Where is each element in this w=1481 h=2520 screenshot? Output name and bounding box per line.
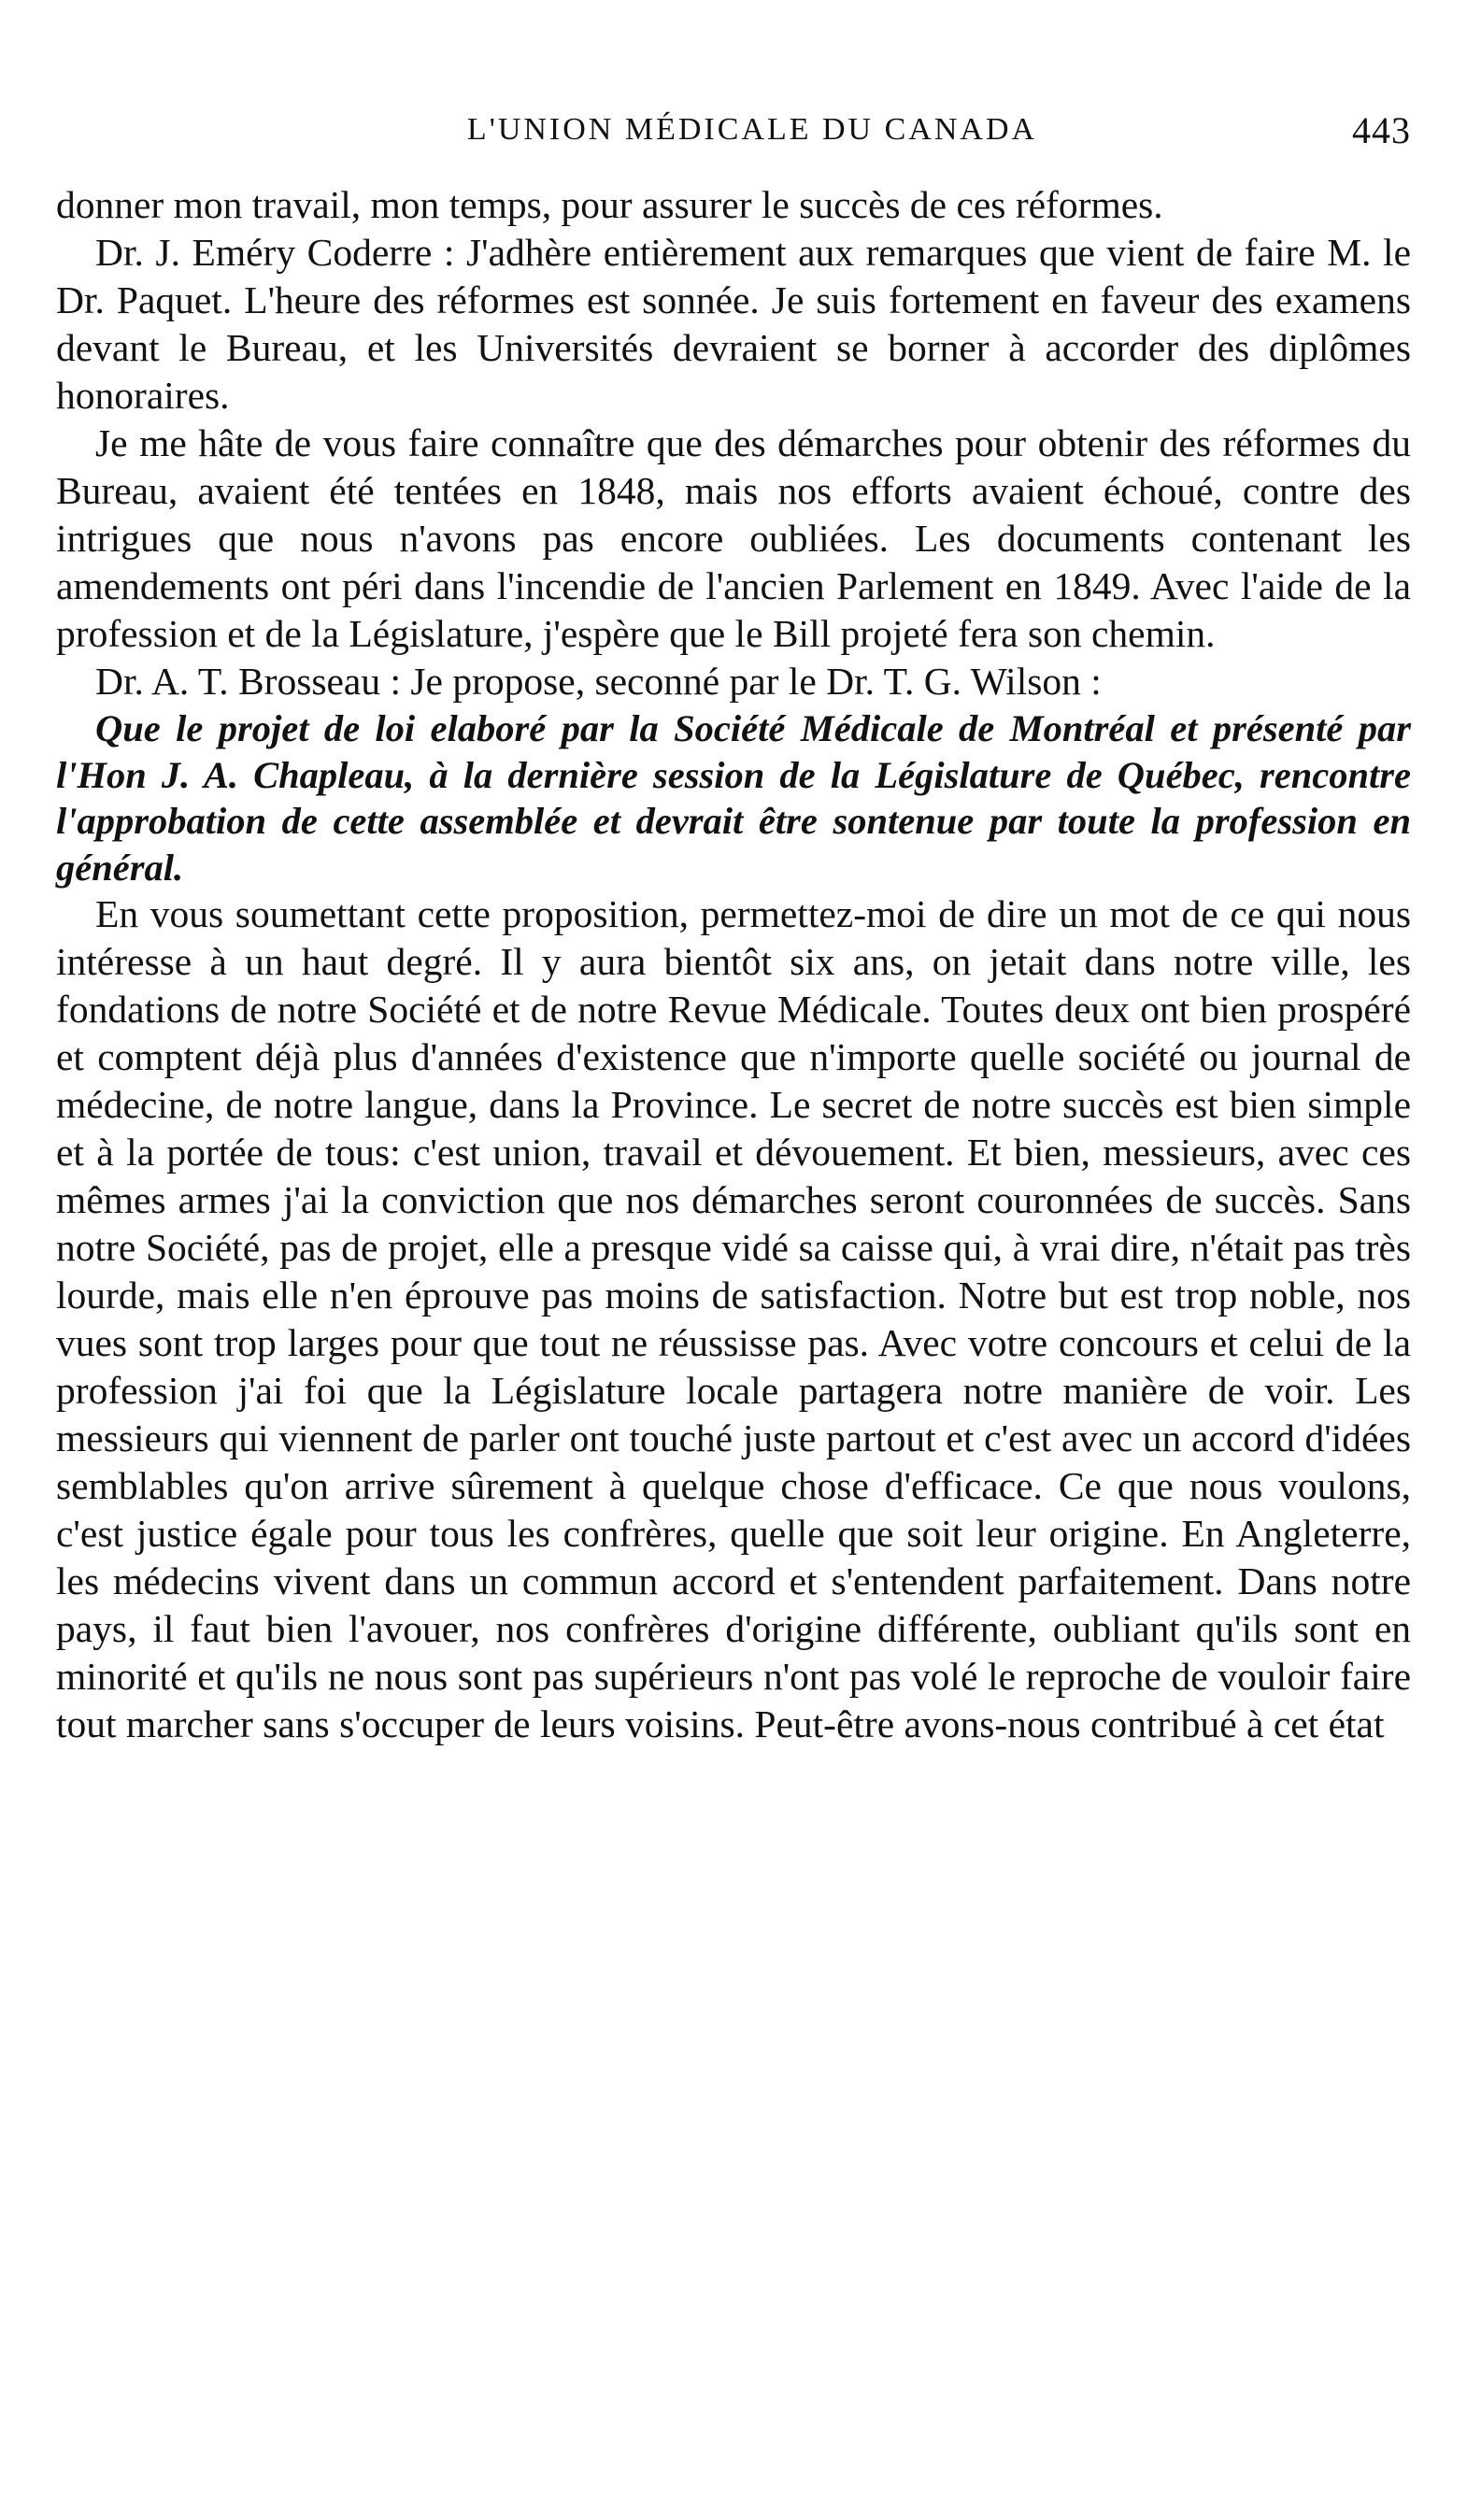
paragraph-resolution bbox=[56, 705, 1411, 890]
paragraph-brosseau bbox=[56, 658, 1411, 705]
speaker-name: Dr. J. Eméry Coderre : bbox=[95, 231, 455, 274]
paragraph-continuation bbox=[56, 181, 1411, 229]
paragraph-text: donner mon travail, mon temps, pour assurer le succès de ces réformes. bbox=[56, 183, 1163, 226]
page bbox=[56, 109, 1411, 1748]
speaker-name: Dr. A. T. Brosseau : bbox=[95, 660, 401, 703]
running-title: L'UNION MÉDICALE DU CANADA bbox=[466, 112, 1038, 147]
paragraph-text: Je me hâte de vous faire connaître que des démarches pour obtenir des réformes du Bureau, avaient été tentées en 1848, mais nos efforts avaient échoué, contre des intrigues que nous n'avons pas encore oubliées. Les documents contenant les amendements ont péri dans l'incendie de l'ancien Parlement en 1849. Avec l'aide de la profession et de la Législature, j'espère que le Bill projeté fera son chemin. bbox=[56, 421, 1411, 655]
paragraph-text: Je propose, seconné par le Dr. T. G. Wilson : bbox=[410, 660, 1102, 703]
body-text bbox=[56, 181, 1411, 1748]
resolution-text: Que le projet de loi elaboré par la Société Médicale de Montréal et présenté par l'Hon J. A. Chapleau, à la dernière session de la Législature de Québec, rencontre l'approbation de cette assemblée et devrait être sontenue par toute la profession en général. bbox=[56, 707, 1411, 889]
page-number: 443 bbox=[1352, 109, 1411, 151]
paragraph-coderre bbox=[56, 229, 1411, 420]
paragraph-coderre-continued bbox=[56, 420, 1411, 658]
paragraph-brosseau-speech bbox=[56, 890, 1411, 1748]
paragraph-text: J'adhère entièrement aux remarques que vient de faire M. le Dr. Paquet. L'heure des réformes est sonnée. Je suis fortement en faveur des examens devant le Bureau, et les Universités devraient se borner à accorder des diplômes honoraires. bbox=[56, 231, 1411, 417]
paragraph-text: En vous soumettant cette proposition, permettez-moi de dire un mot de ce qui nous intéresse à un haut degré. Il y aura bientôt six ans, on jetait dans notre ville, les fondations de notre Société et de notre Revue Médicale. Toutes deux ont bien prospéré et comptent déjà plus d'années d'existence que n'importe quelle société ou journal de médecine, de notre langue, dans la Province. Le secret de notre succès est bien simple et à la portée de tous: c'est union, travail et dévouement. Et bien, messieurs, avec ces mêmes armes j'ai la conviction que nos démarches seront couronnées de succès. Sans notre Société, pas de projet, elle a presque vidé sa caisse qui, à vrai dire, n'était pas très lourde, mais elle n'en éprouve pas moins de satisfaction. Notre but est trop noble, nos vues sont trop larges pour que tout ne réussisse pas. Avec votre concours et celui de la profession j'ai foi que la Législature locale partagera notre manière de voir. Les messieurs qui viennent de parler ont touché juste partout et c'est avec un accord d'idées semblables qu'on arrive sûrement à quelque chose d'efficace. Ce que nous voulons, c'est justice égale pour tous les confrères, quelle que soit leur origine. En Angleterre, les médecins vivent dans un commun accord et s'entendent parfaitement. Dans notre pays, il faut bien l'avouer, nos confrères d'origine différente, oubliant qu'ils sont en minorité et qu'ils ne nous sont pas supérieurs n'ont pas volé le reproche de vouloir faire tout marcher sans s'occuper de leurs voisins. Peut-être avons-nous contribué à cet état bbox=[56, 892, 1411, 1746]
running-head bbox=[56, 109, 1411, 172]
